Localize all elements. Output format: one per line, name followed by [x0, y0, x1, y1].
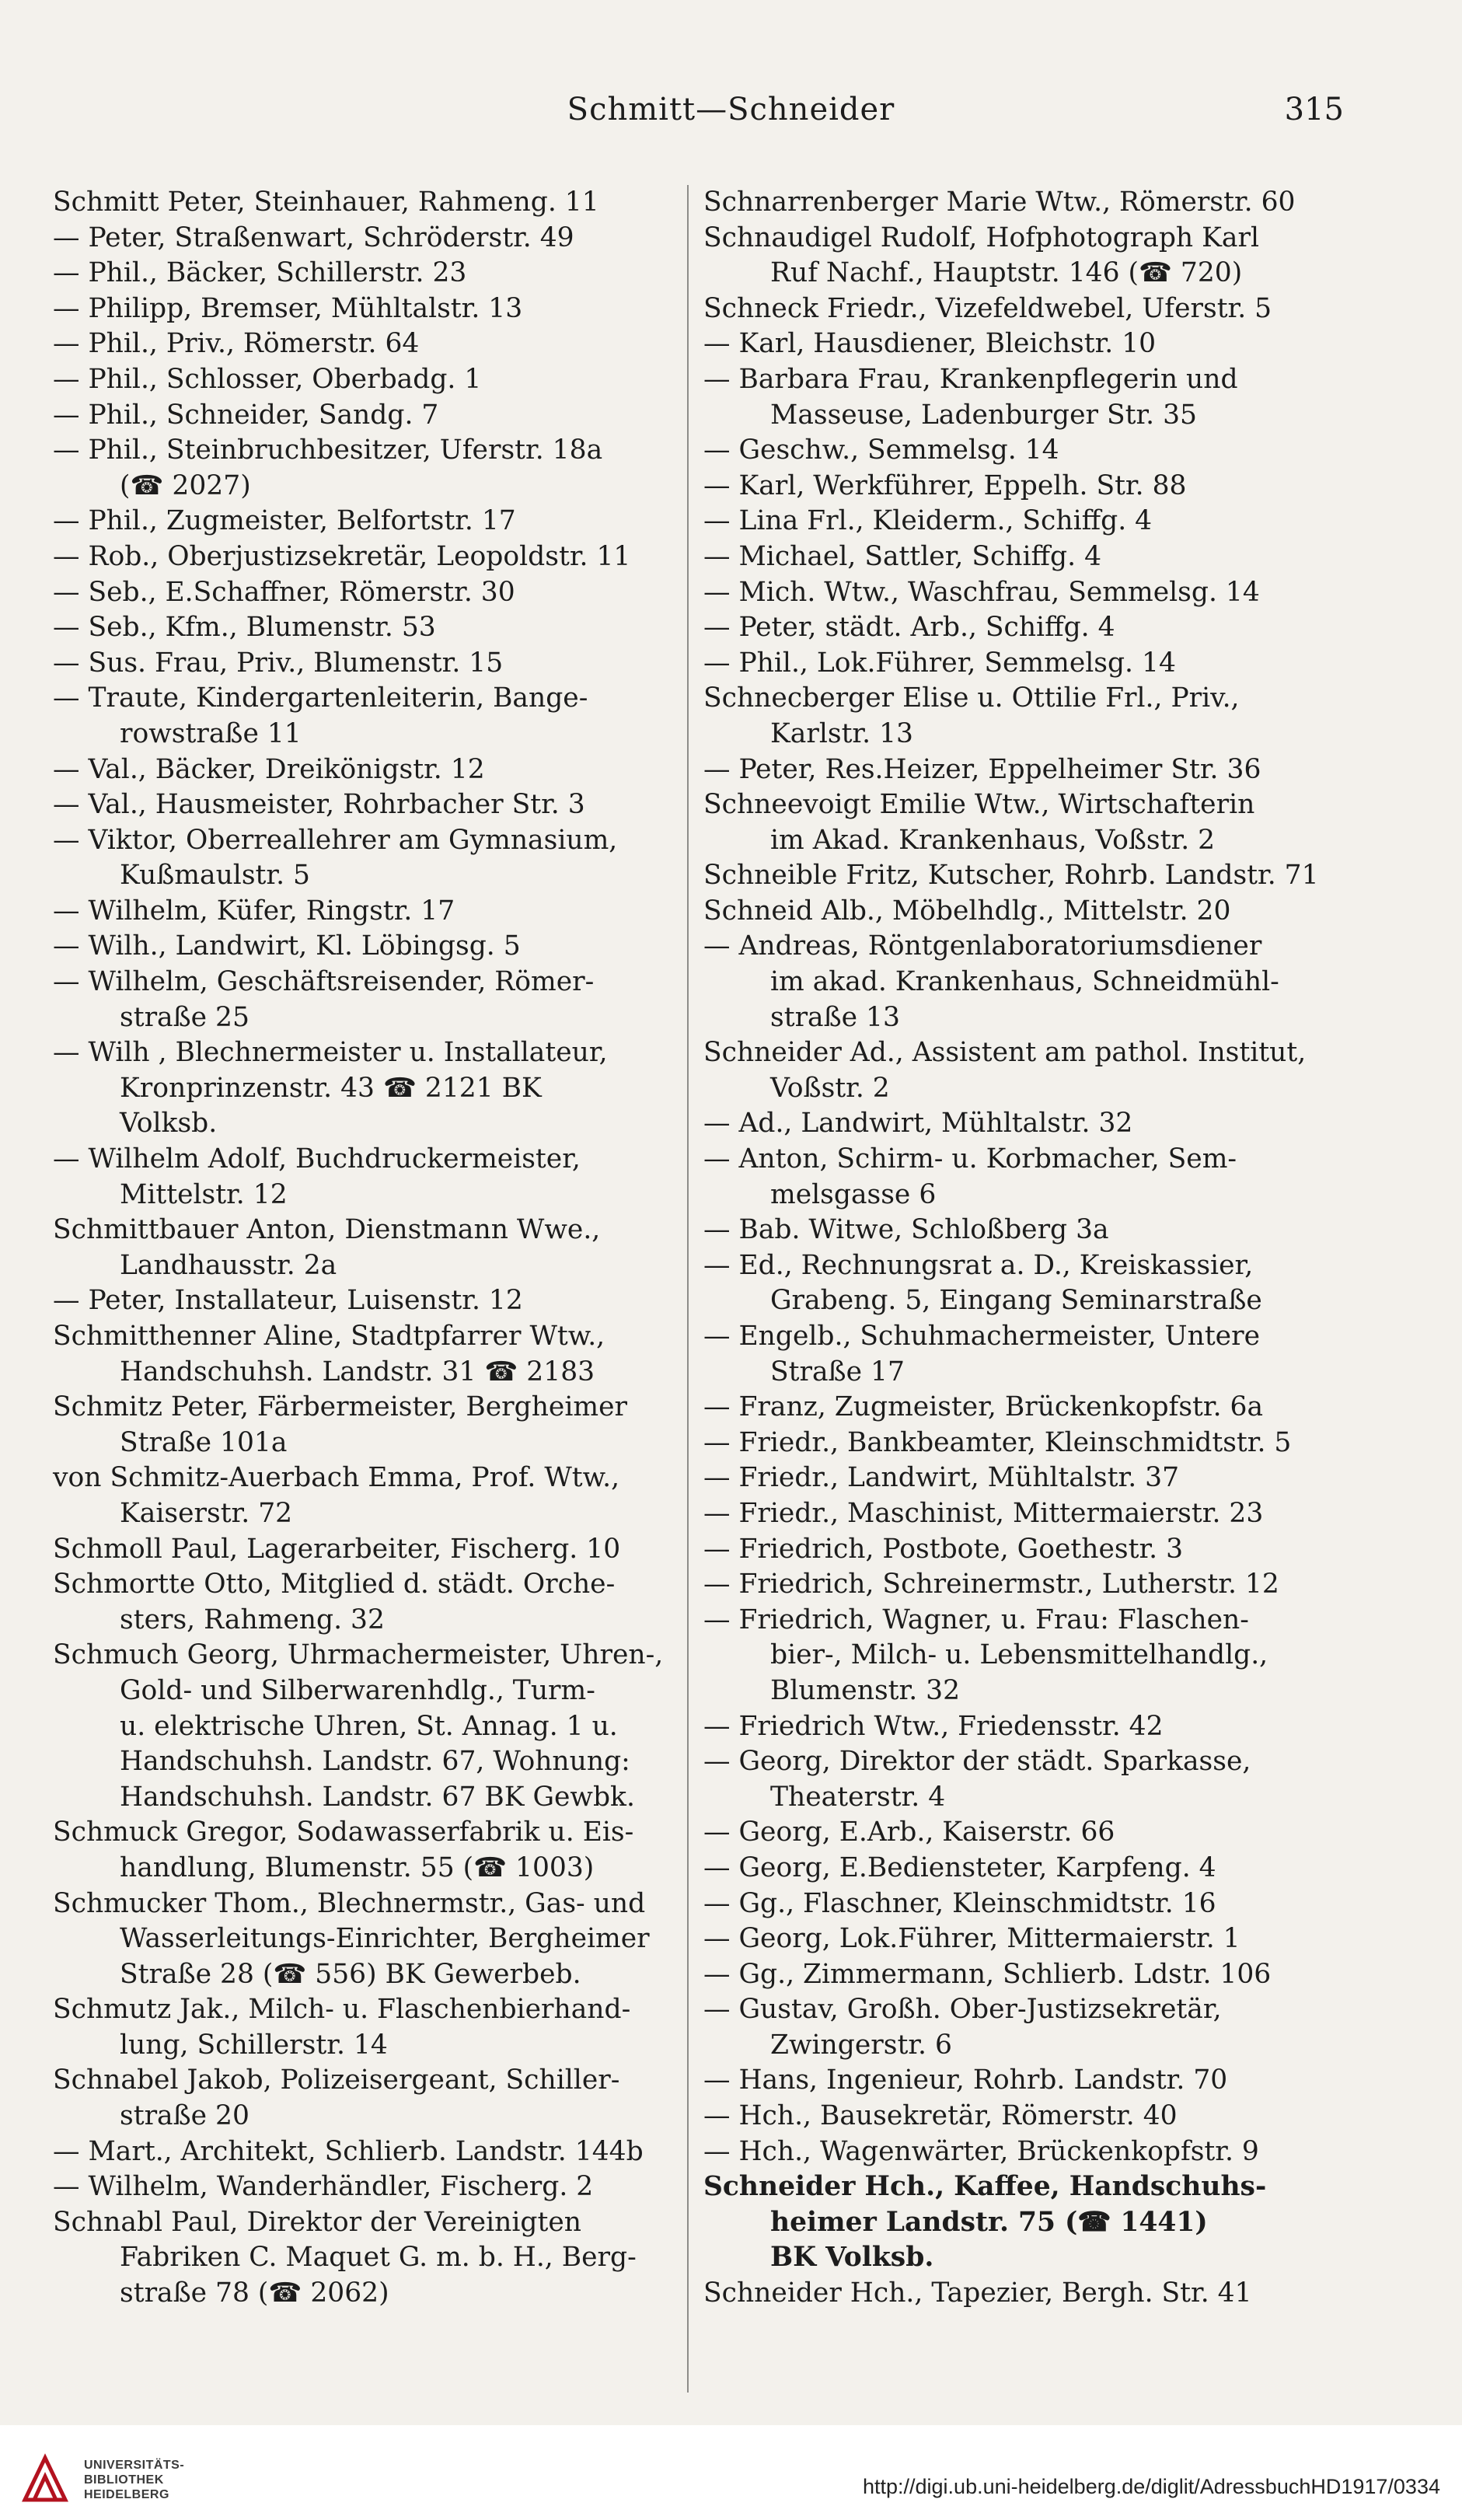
entry-line: Schnaudigel Rudolf, Hofphotograph Karl — [703, 222, 1259, 253]
directory-entry — [703, 1887, 1349, 1922]
entry-line: Schnarrenberger Marie Wtw., Römerstr. 60 — [703, 187, 1296, 218]
directory-entry — [703, 1142, 1349, 1213]
entry-line: — Georg, Lok.Führer, Mittermaierstr. 1 — [703, 1923, 1240, 1955]
entry-line: — Engelb., Schuhmachermeister, Untere — [703, 1321, 1261, 1352]
entry-line: — Karl, Werkführer, Eppelh. Str. 88 — [703, 469, 1187, 501]
directory-entry — [703, 1815, 1349, 1851]
directory-entry — [53, 894, 667, 930]
entry-line: — Val., Hausmeister, Rohrbacher Str. 3 — [53, 789, 585, 821]
entry-line: — Philipp, Bremser, Mühltalstr. 13 — [53, 292, 523, 324]
directory-entry — [703, 1709, 1349, 1745]
directory-entry — [703, 2063, 1349, 2099]
directory-entry — [53, 1638, 667, 1815]
entry-line: — Ad., Landwirt, Mühltalstr. 32 — [703, 1108, 1133, 1140]
entry-continuation: Grabeng. 5, Eingang Seminarstraße — [770, 1285, 1262, 1317]
directory-entry — [53, 610, 667, 646]
directory-entry — [703, 1248, 1349, 1319]
directory-entry — [703, 2276, 1349, 2312]
directory-entry — [703, 681, 1349, 752]
entry-line: — Peter, Res.Heizer, Eppelheimer Str. 36 — [703, 753, 1261, 785]
directory-entry — [53, 433, 667, 504]
entry-continuation: im akad. Krankenhaus, Schneidmühl- — [770, 966, 1279, 998]
directory-entry — [703, 1957, 1349, 1993]
entry-line: Schnabel Jakob, Polizeisergeant, Schiller- — [53, 2065, 620, 2096]
entry-line: — Friedrich, Wagner, u. Frau: Flaschen- — [703, 1604, 1249, 1635]
directory-entry — [53, 362, 667, 398]
entry-line: — Peter, Straßenwart, Schröderstr. 49 — [53, 222, 574, 253]
entry-line: Schmittbauer Anton, Dienstmann Wwe., — [53, 1214, 601, 1246]
directory-entry — [703, 1213, 1349, 1248]
entry-line: — Hch., Bausekretär, Römerstr. 40 — [703, 2100, 1178, 2132]
library-line: BIBLIOTHEK — [84, 2473, 164, 2487]
directory-entry — [53, 1142, 667, 1213]
entry-line: — Mich. Wtw., Waschfrau, Semmelsg. 14 — [703, 576, 1260, 608]
entry-line: Schnecberger Elise u. Ottilie Frl., Priv., — [703, 682, 1240, 714]
entry-line: — Peter, städt. Arb., Schiffg. 4 — [703, 612, 1115, 644]
entry-line: — Geschw., Semmelsg. 14 — [703, 435, 1059, 466]
entry-continuation: Gold- und Silberwarenhdlg., Turm- — [120, 1674, 595, 1706]
entry-line: Schmitt Peter, Steinhauer, Rahmeng. 11 — [53, 187, 599, 218]
entry-continuation: Masseuse, Ladenburger Str. 35 — [770, 399, 1197, 431]
entry-line: von Schmitz-Auerbach Emma, Prof. Wtw., — [53, 1462, 620, 1494]
entry-continuation: handlung, Blumenstr. 55 (☎ 1003) — [120, 1852, 595, 1883]
directory-entry — [703, 1106, 1349, 1142]
directory-entry — [703, 646, 1349, 682]
entry-continuation: Volksb. — [120, 1108, 218, 1140]
entry-continuation: Kußmaulstr. 5 — [120, 860, 310, 892]
entry-line: — Friedrich, Schreinermstr., Lutherstr. 12 — [703, 1569, 1279, 1600]
entry-line: — Friedr., Maschinist, Mittermaierstr. 23 — [703, 1497, 1264, 1529]
right-column — [703, 185, 1349, 2312]
entry-continuation: Mittelstr. 12 — [120, 1178, 288, 1210]
entry-continuation: Straße 28 (☎ 556) BK Gewerbeb. — [120, 1958, 581, 1990]
entry-line: Schmortte Otto, Mitglied d. städt. Orche- — [53, 1569, 616, 1600]
entry-line: — Andreas, Röntgenlaboratoriumsdiener — [703, 930, 1262, 962]
entry-continuation: Blumenstr. 32 — [770, 1674, 961, 1706]
directory-entry — [53, 1815, 667, 1886]
entry-line: Schmuch Georg, Uhrmachermeister, Uhren-, — [53, 1639, 664, 1671]
directory-entry — [53, 1390, 667, 1461]
entry-line: — Lina Frl., Kleiderm., Schiffg. 4 — [703, 505, 1153, 537]
entry-line: — Friedrich Wtw., Friedensstr. 42 — [703, 1710, 1164, 1742]
directory-entry — [703, 575, 1349, 611]
directory-entry — [703, 1992, 1349, 2063]
directory-entry — [53, 185, 667, 221]
footer — [0, 2425, 1462, 2520]
entry-continuation: Theaterstr. 4 — [770, 1781, 946, 1813]
directory-entry — [53, 1567, 667, 1638]
entry-line: — Traute, Kindergartenleiterin, Bange- — [53, 682, 588, 714]
entry-line: — Sus. Frau, Priv., Blumenstr. 15 — [53, 647, 504, 679]
page-number: 315 — [1284, 92, 1344, 127]
directory-entry — [703, 362, 1349, 433]
entry-line: — Wilhelm, Wanderhändler, Fischerg. 2 — [53, 2171, 594, 2203]
directory-entry — [53, 787, 667, 823]
directory-entry — [53, 2169, 667, 2205]
directory-entry — [53, 575, 667, 611]
directory-entry — [703, 326, 1349, 362]
entry-line: Schneider Hch., Tapezier, Bergh. Str. 41 — [703, 2277, 1252, 2309]
directory-entry — [53, 1532, 667, 1568]
directory-entry — [53, 256, 667, 291]
entry-line: Schmucker Thom., Blechnermstr., Gas- und — [53, 1887, 646, 1919]
entry-line: Schneid Alb., Möbelhdlg., Mittelstr. 20 — [703, 895, 1231, 927]
entry-line: — Friedr., Bankbeamter, Kleinschmidtstr. 5 — [703, 1426, 1292, 1458]
directory-entry — [703, 1532, 1349, 1568]
directory-entry — [53, 221, 667, 257]
entry-line: Schnabl Paul, Direktor der Vereinigten — [53, 2206, 581, 2238]
entry-continuation: Handschuhsh. Landstr. 67, Wohnung: — [120, 1746, 630, 1778]
entry-continuation: lung, Schillerstr. 14 — [120, 2029, 388, 2061]
directory-entry — [53, 1283, 667, 1319]
directory-entry — [703, 858, 1349, 894]
directory-entry — [703, 610, 1349, 646]
entry-line: Schneider Ad., Assistent am pathol. Institut, — [703, 1037, 1307, 1069]
entry-continuation: Fabriken C. Maquet G. m. b. H., Berg- — [120, 2242, 637, 2274]
page-header — [0, 92, 1462, 138]
left-column — [53, 185, 667, 2312]
entry-continuation: rowstraße 11 — [120, 717, 302, 749]
directory-entry — [53, 965, 667, 1035]
entry-continuation: straße 20 — [120, 2100, 249, 2132]
entry-line: — Karl, Hausdiener, Bleichstr. 10 — [703, 328, 1157, 360]
entry-continuation: BK Volksb. — [770, 2242, 934, 2274]
directory-entry — [703, 1319, 1349, 1390]
entry-continuation: Handschuhsh. Landstr. 67 BK Gewbk. — [120, 1781, 635, 1813]
directory-entry — [53, 2205, 667, 2312]
entry-line: — Seb., E.Schaffner, Römerstr. 30 — [53, 576, 515, 608]
directory-entry — [703, 894, 1349, 930]
entry-line: — Rob., Oberjustizsekretär, Leopoldstr. 11 — [53, 540, 631, 572]
directory-entry — [53, 646, 667, 682]
entry-continuation: straße 78 (☎ 2062) — [120, 2277, 389, 2309]
entry-continuation: u. elektrische Uhren, St. Annag. 1 u. — [120, 1710, 618, 1742]
entry-line: — Phil., Steinbruchbesitzer, Uferstr. 18a — [53, 435, 603, 466]
directory-entry — [703, 1426, 1349, 1461]
entry-line: — Gg., Zimmermann, Schlierb. Ldstr. 106 — [703, 1958, 1272, 1990]
directory-entry — [53, 398, 667, 434]
directory-entry — [53, 929, 667, 965]
entry-line: — Wilhelm Adolf, Buchdruckermeister, — [53, 1143, 581, 1175]
entry-line: — Friedr., Landwirt, Mühltalstr. 37 — [703, 1462, 1180, 1494]
directory-entry — [703, 291, 1349, 327]
entry-line: Schmitz Peter, Färbermeister, Bergheimer — [53, 1391, 628, 1423]
entry-line: — Hch., Wagenwärter, Brückenkopfstr. 9 — [703, 2135, 1259, 2167]
entry-continuation: Straße 17 — [770, 1356, 905, 1387]
directory-entry — [703, 2134, 1349, 2170]
entry-line: — Georg, Direktor der städt. Sparkasse, — [703, 1746, 1251, 1778]
directory-entry — [703, 929, 1349, 1035]
directory-entry — [53, 1992, 667, 2063]
directory-entry — [703, 1744, 1349, 1815]
entry-continuation: straße 13 — [770, 1001, 900, 1033]
directory-entry — [53, 2134, 667, 2170]
directory-entry — [53, 823, 667, 894]
entry-line: Schmutz Jak., Milch- u. Flaschenbierhand- — [53, 1994, 631, 2026]
entry-line: Schneider Hch., Kaffee, Handschuhs- — [703, 2171, 1267, 2203]
entry-line: — Val., Bäcker, Dreikönigstr. 12 — [53, 753, 485, 785]
entry-continuation: Wasserleitungs-Einrichter, Bergheimer — [120, 1923, 650, 1955]
entry-continuation: Straße 101a — [120, 1426, 288, 1458]
entry-line: — Phil., Bäcker, Schillerstr. 23 — [53, 257, 467, 289]
directory-entry — [703, 221, 1349, 291]
entry-line: Schneevoigt Emilie Wtw., Wirtschafterin — [703, 789, 1255, 821]
entry-line: — Phil., Lok.Führer, Semmelsg. 14 — [703, 647, 1176, 679]
entry-line: — Franz, Zugmeister, Brückenkopfstr. 6a — [703, 1391, 1264, 1423]
entry-continuation: Ruf Nachf., Hauptstr. 146 (☎ 720) — [770, 257, 1243, 289]
directory-entry — [53, 1887, 667, 1993]
entry-line: — Wilh , Blechnermeister u. Installateur, — [53, 1037, 608, 1069]
directory-entry — [703, 469, 1349, 504]
entry-line: Schmitthenner Aline, Stadtpfarrer Wtw., — [53, 1321, 605, 1352]
directory-entry — [703, 1567, 1349, 1603]
directory-entry — [53, 752, 667, 788]
directory-entry — [703, 2099, 1349, 2134]
entry-line: Schmoll Paul, Lagerarbeiter, Fischerg. 10 — [53, 1533, 621, 1565]
entry-line: — Phil., Priv., Römerstr. 64 — [53, 328, 420, 360]
entry-continuation: Voßstr. 2 — [770, 1072, 890, 1104]
directory-entry — [703, 185, 1349, 221]
directory-entry — [53, 1213, 667, 1283]
entry-continuation: sters, Rahmeng. 32 — [120, 1604, 385, 1635]
directory-entry — [703, 2169, 1349, 2276]
directory-entry — [703, 1603, 1349, 1709]
entry-continuation: melsgasse 6 — [770, 1178, 937, 1210]
entry-line: — Phil., Schlosser, Oberbadg. 1 — [53, 363, 482, 395]
entry-continuation: Zwingerstr. 6 — [770, 2029, 952, 2061]
entry-line: — Mart., Architekt, Schlierb. Landstr. 144b — [53, 2135, 644, 2167]
entry-line: — Georg, E.Bediensteter, Karpfeng. 4 — [703, 1852, 1216, 1883]
entry-continuation: Handschuhsh. Landstr. 31 ☎ 2183 — [120, 1356, 595, 1387]
entry-continuation: (☎ 2027) — [120, 469, 251, 501]
library-line: HEIDELBERG — [84, 2488, 169, 2501]
directory-entry — [703, 1851, 1349, 1887]
entry-line: — Bab. Witwe, Schloßberg 3a — [703, 1214, 1109, 1246]
directory-entry — [703, 1921, 1349, 1957]
directory-entry — [703, 1390, 1349, 1426]
entry-line: — Wilh., Landwirt, Kl. Löbingsg. 5 — [53, 930, 521, 962]
directory-entry — [703, 1035, 1349, 1106]
directory-entry — [53, 326, 667, 362]
library-logo-icon — [19, 2453, 72, 2506]
entry-line: — Hans, Ingenieur, Rohrb. Landstr. 70 — [703, 2065, 1228, 2096]
entry-line: — Wilhelm, Geschäftsreisender, Römer- — [53, 966, 595, 998]
directory-entry — [53, 1319, 667, 1390]
directory-entry — [53, 681, 667, 752]
source-url[interactable]: http://digi.ub.uni-heidelberg.de/diglit/AdressbuchHD1917/0334 — [862, 2475, 1440, 2498]
directory-entry — [703, 504, 1349, 539]
entry-line: — Friedrich, Postbote, Goethestr. 3 — [703, 1533, 1184, 1565]
entry-line: — Ed., Rechnungsrat a. D., Kreiskassier, — [703, 1249, 1254, 1281]
entry-continuation: Landhausstr. 2a — [120, 1249, 337, 1281]
directory-entry — [703, 1496, 1349, 1532]
entry-continuation: Kronprinzenstr. 43 ☎ 2121 BK — [120, 1072, 542, 1104]
entry-line: — Seb., Kfm., Blumenstr. 53 — [53, 612, 436, 644]
entry-line: — Phil., Schneider, Sandg. 7 — [53, 399, 439, 431]
directory-entry — [53, 2063, 667, 2134]
directory-entry — [53, 291, 667, 327]
entry-line: — Wilhelm, Küfer, Ringstr. 17 — [53, 895, 455, 927]
entry-line: — Michael, Sattler, Schiffg. 4 — [703, 540, 1102, 572]
entry-continuation: heimer Landstr. 75 (☎ 1441) — [770, 2206, 1208, 2238]
library-line: UNIVERSITÄTS- — [84, 2459, 185, 2472]
page-title: Schmitt—Schneider — [567, 92, 895, 127]
directory-entry — [53, 539, 667, 575]
directory-entry — [703, 539, 1349, 575]
directory-entry — [53, 1035, 667, 1142]
entry-line: Schneck Friedr., Vizefeldwebel, Uferstr. 5 — [703, 292, 1272, 324]
entry-continuation: im Akad. Krankenhaus, Voßstr. 2 — [770, 824, 1216, 856]
directory-entry — [703, 433, 1349, 469]
entry-continuation: Kaiserstr. 72 — [120, 1497, 293, 1529]
entry-continuation: bier-, Milch- u. Lebensmittelhandlg., — [770, 1639, 1268, 1671]
entry-line: — Viktor, Oberreallehrer am Gymnasium, — [53, 824, 618, 856]
directory-entry — [703, 1461, 1349, 1496]
directory-entry — [53, 504, 667, 539]
entry-line: Schneible Fritz, Kutscher, Rohrb. Landstr. 71 — [703, 860, 1319, 892]
entry-line: — Barbara Frau, Krankenpflegerin und — [703, 363, 1238, 395]
entry-line: — Phil., Zugmeister, Belfortstr. 17 — [53, 505, 516, 537]
entry-line: — Georg, E.Arb., Kaiserstr. 66 — [703, 1817, 1115, 1848]
directory-entry — [53, 1461, 667, 1531]
entry-continuation: Karlstr. 13 — [770, 717, 913, 749]
entry-line: — Peter, Installateur, Luisenstr. 12 — [53, 1285, 523, 1317]
entry-line: — Gustav, Großh. Ober-Justizsekretär, — [703, 1994, 1222, 2026]
entry-line: — Gg., Flaschner, Kleinschmidtstr. 16 — [703, 1887, 1216, 1919]
entry-continuation: straße 25 — [120, 1001, 249, 1033]
entry-line: Schmuck Gregor, Sodawasserfabrik u. Eis- — [53, 1817, 634, 1848]
directory-entry — [703, 787, 1349, 858]
column-divider — [687, 185, 689, 2393]
directory-entry — [703, 752, 1349, 788]
library-name — [84, 2458, 184, 2502]
entry-line: — Anton, Schirm- u. Korbmacher, Sem- — [703, 1143, 1237, 1175]
